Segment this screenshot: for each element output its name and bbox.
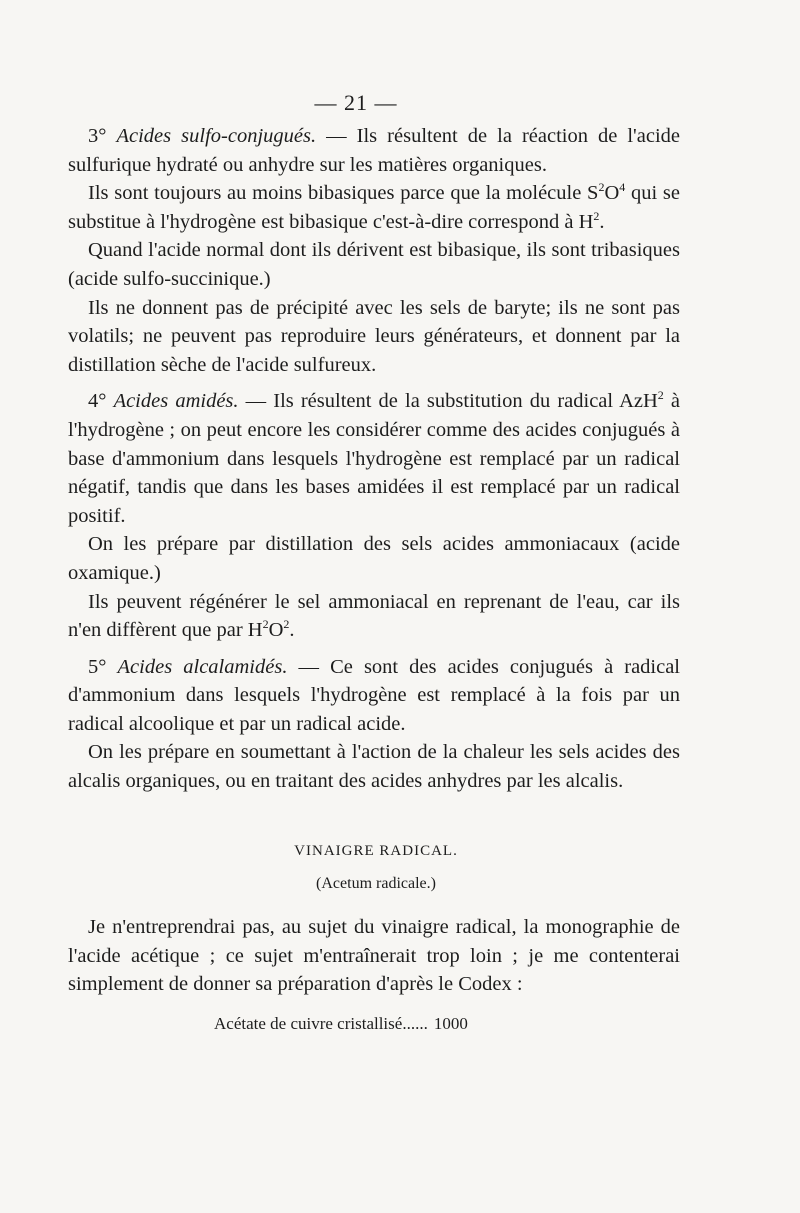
section-subheading: (Acetum radicale.) <box>316 875 436 892</box>
section-5-paragraph-2: On les prépare en soumettant à l'action de la chaleur les sels acides des alcalis organiques, ou en traitant des acides anhydres par les alcalis. <box>68 741 680 793</box>
section-3-paragraph: 3° Acides sulfo-conjugués. — Ils résultent de la réaction de l'acide sulfurique hydraté ou anhydre sur les matières organiques. <box>68 125 680 176</box>
section-3-paragraph-3: Quand l'acide normal dont ils dérivent est bibasique, ils sont tribasiques (acide sulfo-succinique.) <box>68 239 680 290</box>
section-4-paragraph: 4° Acides amidés. — Ils résultent de la substitution du radical AzH$^2$ à l'hydrogène ; on peut encore les considérer comme des acides conjugués à base d'ammonium dans lesquels l'hydrogène est remplacé par un radical négatif, tandis que dans les bases amidées il est remplacé par un radical positif. <box>68 388 680 527</box>
section-3-paragraph-4: Ils ne donnent pas de précipité avec les sels de baryte; ils ne sont pas volatils; ne peuvent pas reproduire leurs générateurs, et donnent par la distillation sèche de l'acide sulfureux. <box>68 296 680 376</box>
body-text <box>68 122 680 796</box>
section-4-paragraph-2: On les prépare par distillation des sels acides ammoniacaux (acide oxamique.) <box>68 533 680 584</box>
recipe-item: Acétate de cuivre cristallisé...... <box>214 1014 428 1033</box>
section-4-paragraph-3: Ils peuvent régénérer le sel ammoniacal en reprenant de l'eau, car ils n'en diffèrent que par $H^2O^2$. <box>68 590 680 642</box>
page-number: — 21 — <box>314 90 398 115</box>
section-heading: VINAIGRE RADICAL. <box>294 843 458 859</box>
intro-text <box>68 913 680 999</box>
recipe-quantity: 1000 <box>433 1014 468 1033</box>
section-3-paragraph-2: Ils sont toujours au moins bibasiques parce que la molécule $S^2O^4$ qui se substitue à l'hydrogène est bibasique c'est-à-dire correspond à $H^2$. <box>68 180 680 233</box>
section-3-number: 3° <box>88 125 107 147</box>
section-3-title: Acides sulfo-conjugués. <box>116 125 317 147</box>
section-5-title: Acides alcalamidés. <box>117 655 288 678</box>
section-4-number: 4° <box>88 390 107 413</box>
section-5-paragraph: 5° Acides alcalamidés. — Ce sont des acides conjugués à radical d'ammonium dans lesquels l'hydrogène est remplacé à la fois par un radical alcoolique et par un radical acide. <box>68 655 681 735</box>
recipe-line <box>214 1014 468 1034</box>
section-4-title: Acides amidés. <box>113 390 239 413</box>
section-5-number: 5° <box>88 655 107 678</box>
intro-paragraph: Je n'entreprendrai pas, au sujet du vinaigre radical, la monographie de l'acide acétique ; ce sujet m'entraînerait trop loin ; je me contenterai simplement de donner sa préparation d'après le Codex : <box>68 916 680 996</box>
